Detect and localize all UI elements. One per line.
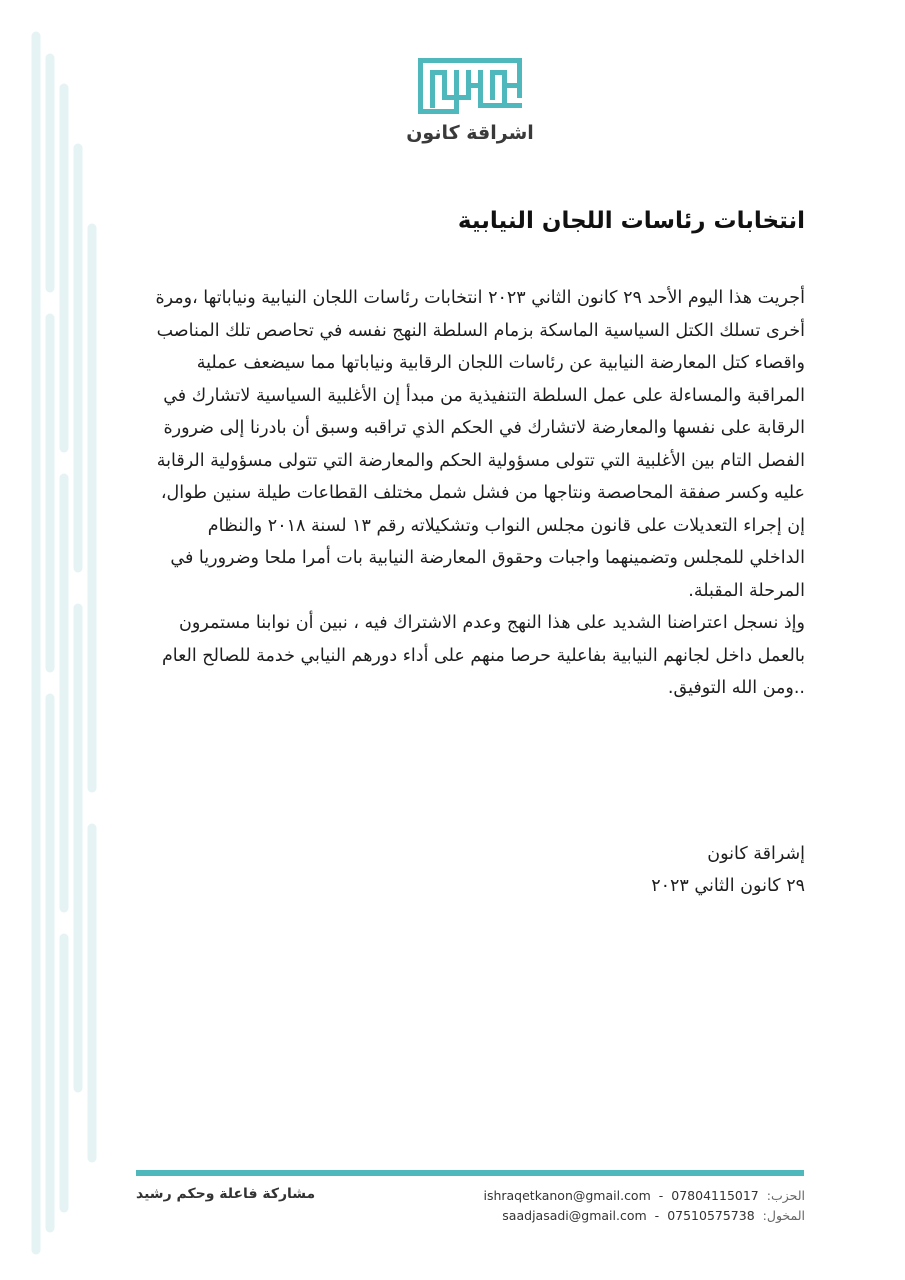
footer-tagline: مشاركة فاعلة وحكم رشيد	[136, 1186, 316, 1202]
signature-date: ٢٩ كانون الثاني ٢٠٢٣	[651, 876, 805, 896]
signature-block	[505, 838, 805, 902]
contact-phone[interactable]: 07510575738	[667, 1208, 755, 1223]
brand-name: اشراقة كانون	[406, 122, 534, 144]
body-paragraph: وإذ نسجل اعتراضنا الشديد على هذا النهج وعدم الاشتراك فيه ، نبين أن نوابنا مستمرون بالعمل داخل لجانهم النيابية بفاعلية حرصا منهم على أداء دورهم النيابي خدمة للصالح العام ..ومن الله التوفيق.	[161, 613, 805, 698]
contact-label: الحزب:	[766, 1188, 805, 1203]
signature-name: إشراقة كانون	[707, 844, 805, 864]
body-paragraph: أجريت هذا اليوم الأحد ٢٩ كانون الثاني ٢٠٢٣ انتخابات رئاسات اللجان النيابية ونياباتها ،ومرة أخرى تسلك الكتل السياسية الماسكة بزمام السلطة النهج نفسه في تحاصص تلك المناصب واقصاء كتل المعارضة النيابية عن رئاسات اللجان الرقابية ونياباتها مما سيضعف عملية المراقبة والمساءلة على عمل السلطة التنفيذية من مبدأ إن الأغلبية السياسية لاتشارك في الرقابة على نفسها والمعارضة لاتشارك في الحكم الذي تراقبه وسبق أن بادرنا إلى ضرورة الفصل التام بين الأغلبية التي تتولى مسؤولية الحكم والمعارضة التي تتولى مسؤولية الرقابة عليه وكسر صفقة المحاصصة ونتاجها من فشل شمل مختلف القطاعات طيلة سنين طوال، إن إجراء التعديلات على قانون مجلس النواب وتشكيلاته رقم ١٣ لسنة ٢٠١٨ والنظام الداخلي للمجلس وتضمينهما واجبات وحقوق المعارضة النيابية بات أمرا ملحا وضروريا في المرحلة المقبلة.	[155, 288, 805, 601]
document-body	[155, 282, 805, 705]
decorative-border-pattern	[28, 28, 98, 1258]
footer-contacts	[425, 1186, 805, 1226]
contact-row-party	[425, 1186, 805, 1206]
contact-separator: -	[658, 1188, 664, 1203]
contact-label: المخول:	[762, 1208, 805, 1223]
contact-email[interactable]: ishraqetkanon@gmail.com	[483, 1188, 651, 1203]
document-title: انتخابات رئاسات اللجان النيابية	[457, 208, 805, 234]
contact-row-authorized	[425, 1206, 805, 1226]
footer-divider	[136, 1170, 804, 1176]
contact-phone[interactable]: 07804115017	[671, 1188, 759, 1203]
contact-email[interactable]: saadjasadi@gmail.com	[502, 1208, 647, 1223]
contact-separator: -	[654, 1208, 660, 1223]
ishraqet-kanon-logo-icon	[418, 58, 522, 114]
